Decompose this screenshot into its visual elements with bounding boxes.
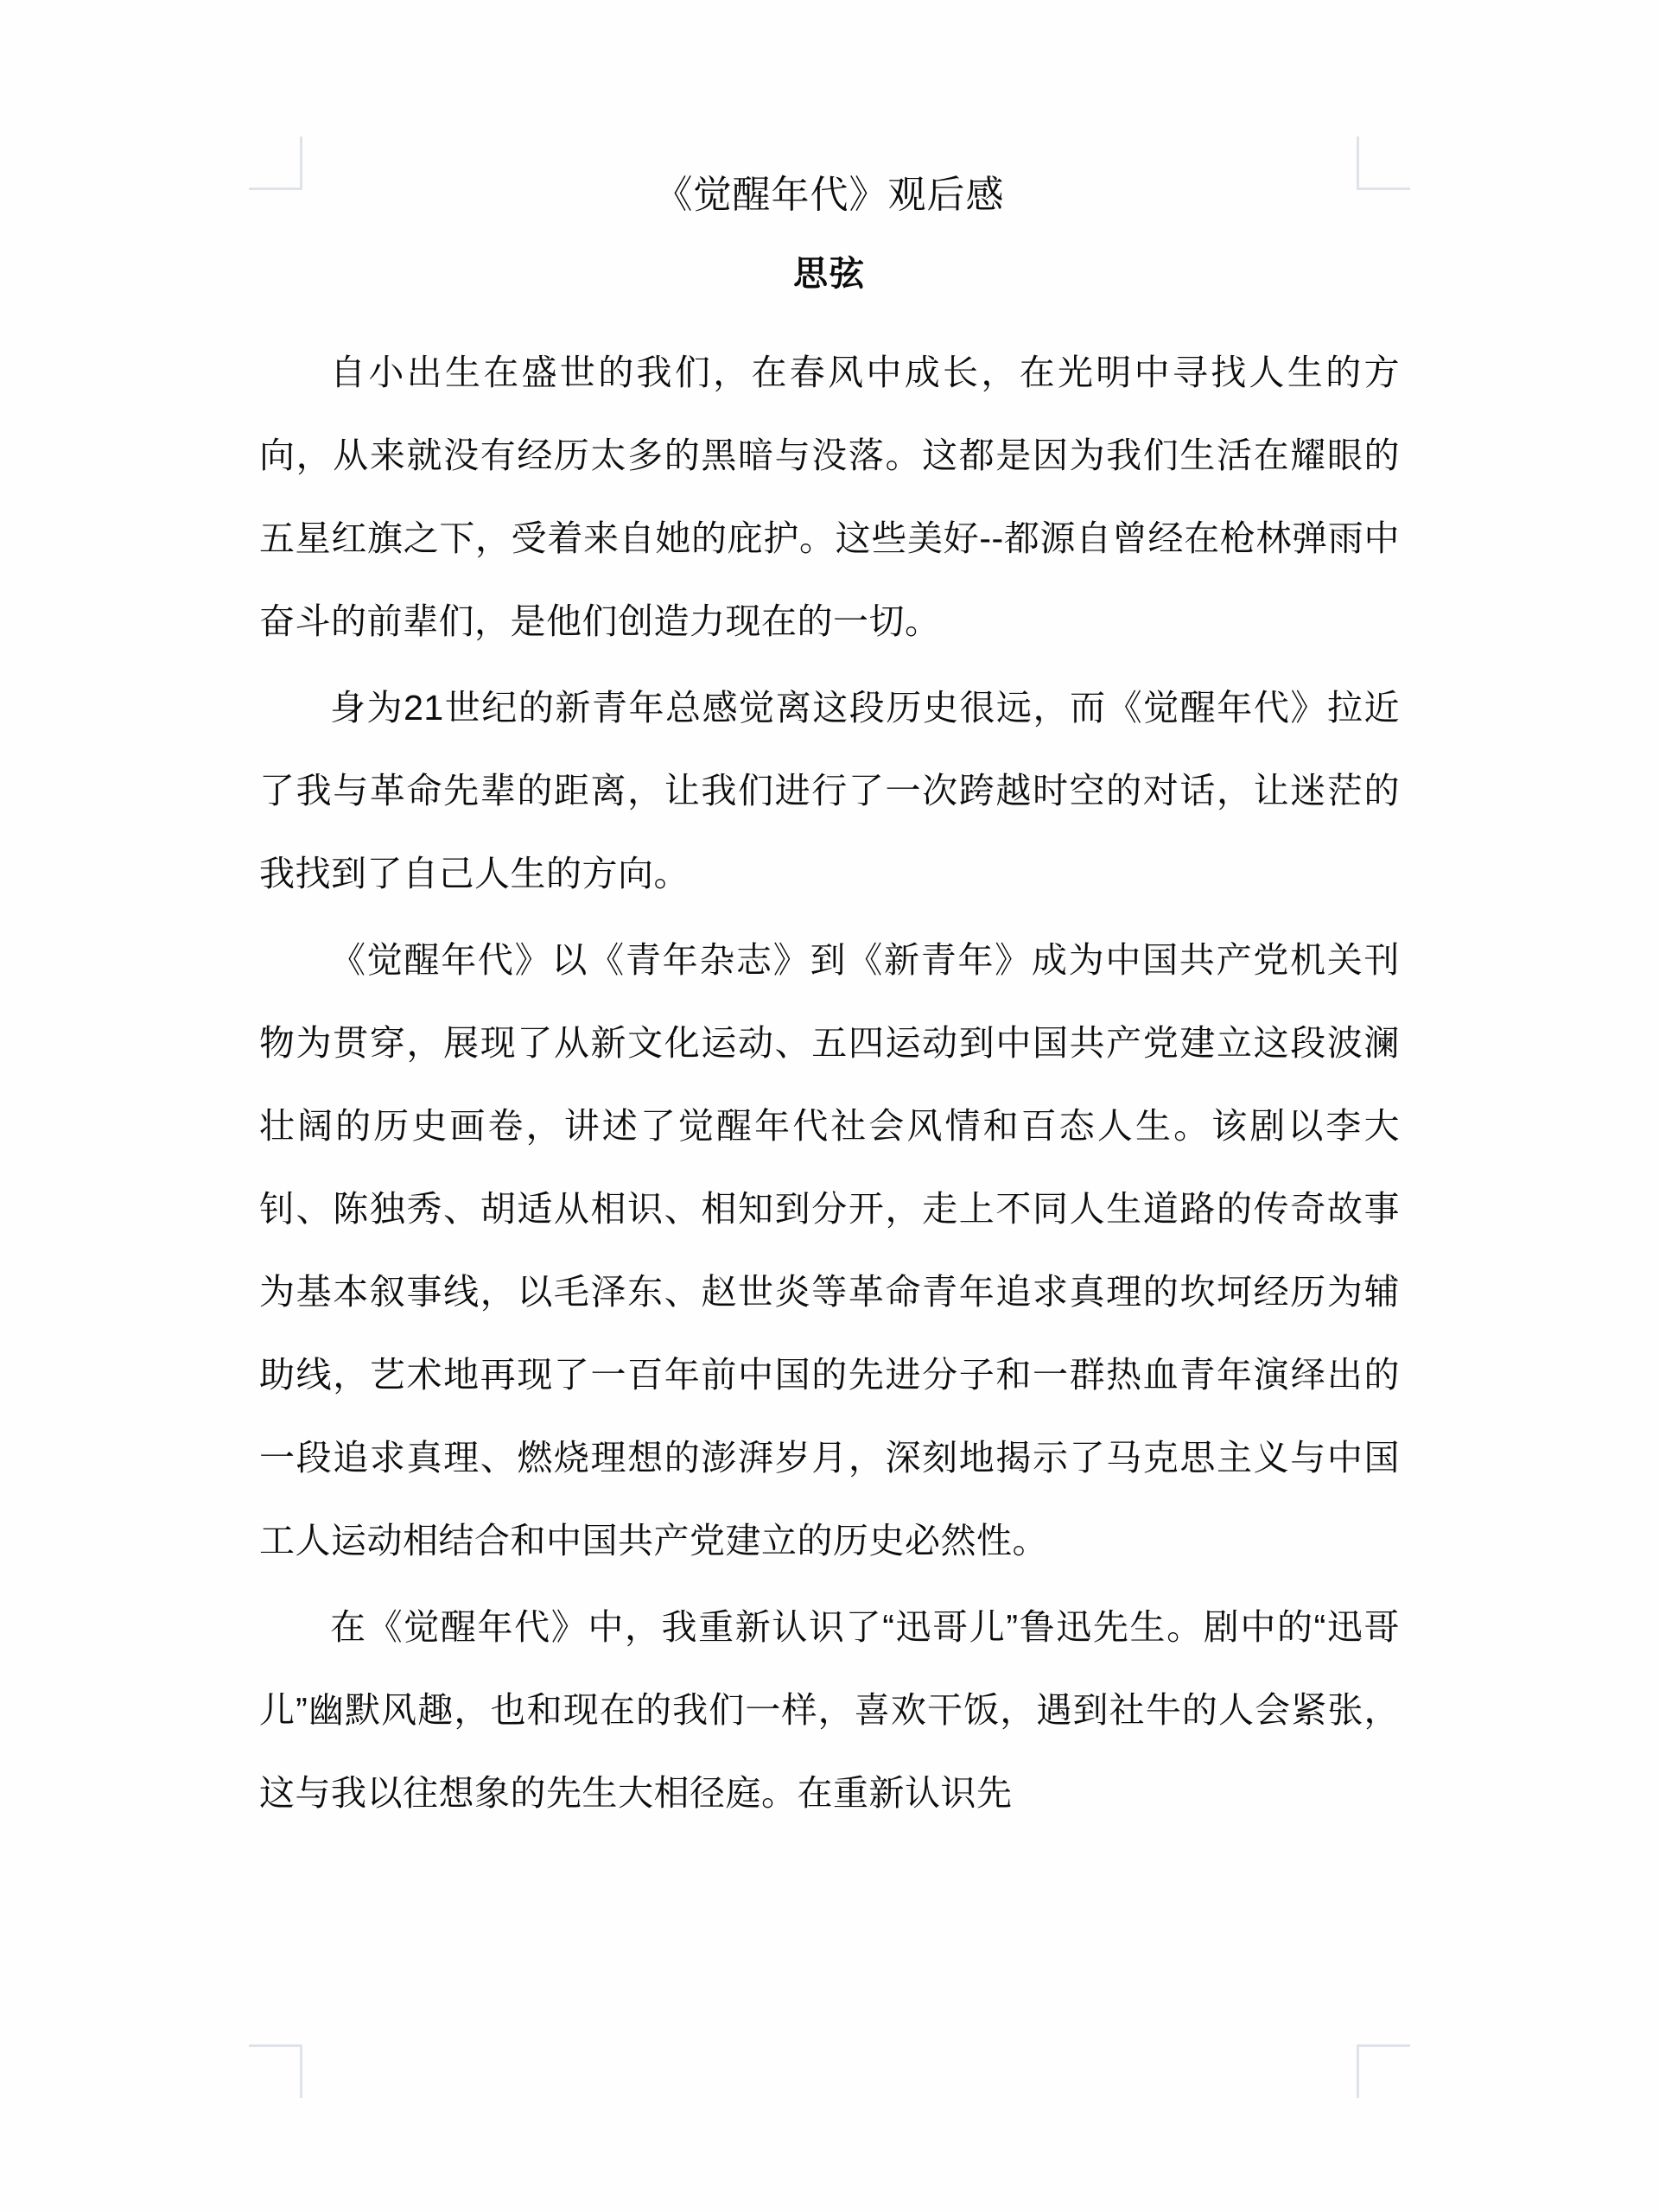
crop-mark-bottom-right-icon bbox=[1357, 2044, 1410, 2098]
body-paragraph-1: 自小出生在盛世的我们，在春风中成长，在光明中寻找人生的方向，从来就没有经历太多的黑暗与没落。这都是因为我们生活在耀眼的五星红旗之下，受着来自她的庇护。这些美好--都源自曾经在枪林弹雨中奋斗的前辈们，是他们创造力现在的一切。 bbox=[259, 353, 1400, 642]
document-title: 《觉醒年代》观后感 bbox=[654, 174, 1005, 216]
document-author: 思弦 bbox=[793, 255, 866, 294]
crop-mark-bottom-left-icon bbox=[249, 2044, 302, 2098]
document-body bbox=[259, 169, 1400, 1838]
body-paragraph-4: 在《觉醒年代》中，我重新认识了“迅哥儿”鲁迅先生。剧中的“迅哥儿”幽默风趣，也和现在的我们一样，喜欢干饭，遇到社牛的人会紧张，这与我以往想象的先生大相径庭。在重新认识先 bbox=[259, 1607, 1400, 1814]
body-paragraph-2: 身为21世纪的新青年总感觉离这段历史很远，而《觉醒年代》拉近了我与革命先辈的距离，让我们进行了一次跨越时空的对话，让迷茫的我找到了自己人生的方向。 bbox=[259, 688, 1400, 894]
body-paragraph-3: 《觉醒年代》以《青年杂志》到《新青年》成为中国共产党机关刊物为贯穿，展现了从新文化运动、五四运动到中国共产党建立这段波澜壮阔的历史画卷，讲述了觉醒年代社会风情和百态人生。该剧以李大钊、陈独秀、胡适从相识、相知到分开，走上不同人生道路的传奇故事为基本叙事线，以毛泽东、赵世炎等革命青年追求真理的坎坷经历为辅助线，艺术地再现了一百年前中国的先进分子和一群热血青年演绎出的一段追求真理、燃烧理想的澎湃岁月，深刻地揭示了马克思主义与中国工人运动相结合和中国共产党建立的历史必然性。 bbox=[259, 940, 1400, 1561]
